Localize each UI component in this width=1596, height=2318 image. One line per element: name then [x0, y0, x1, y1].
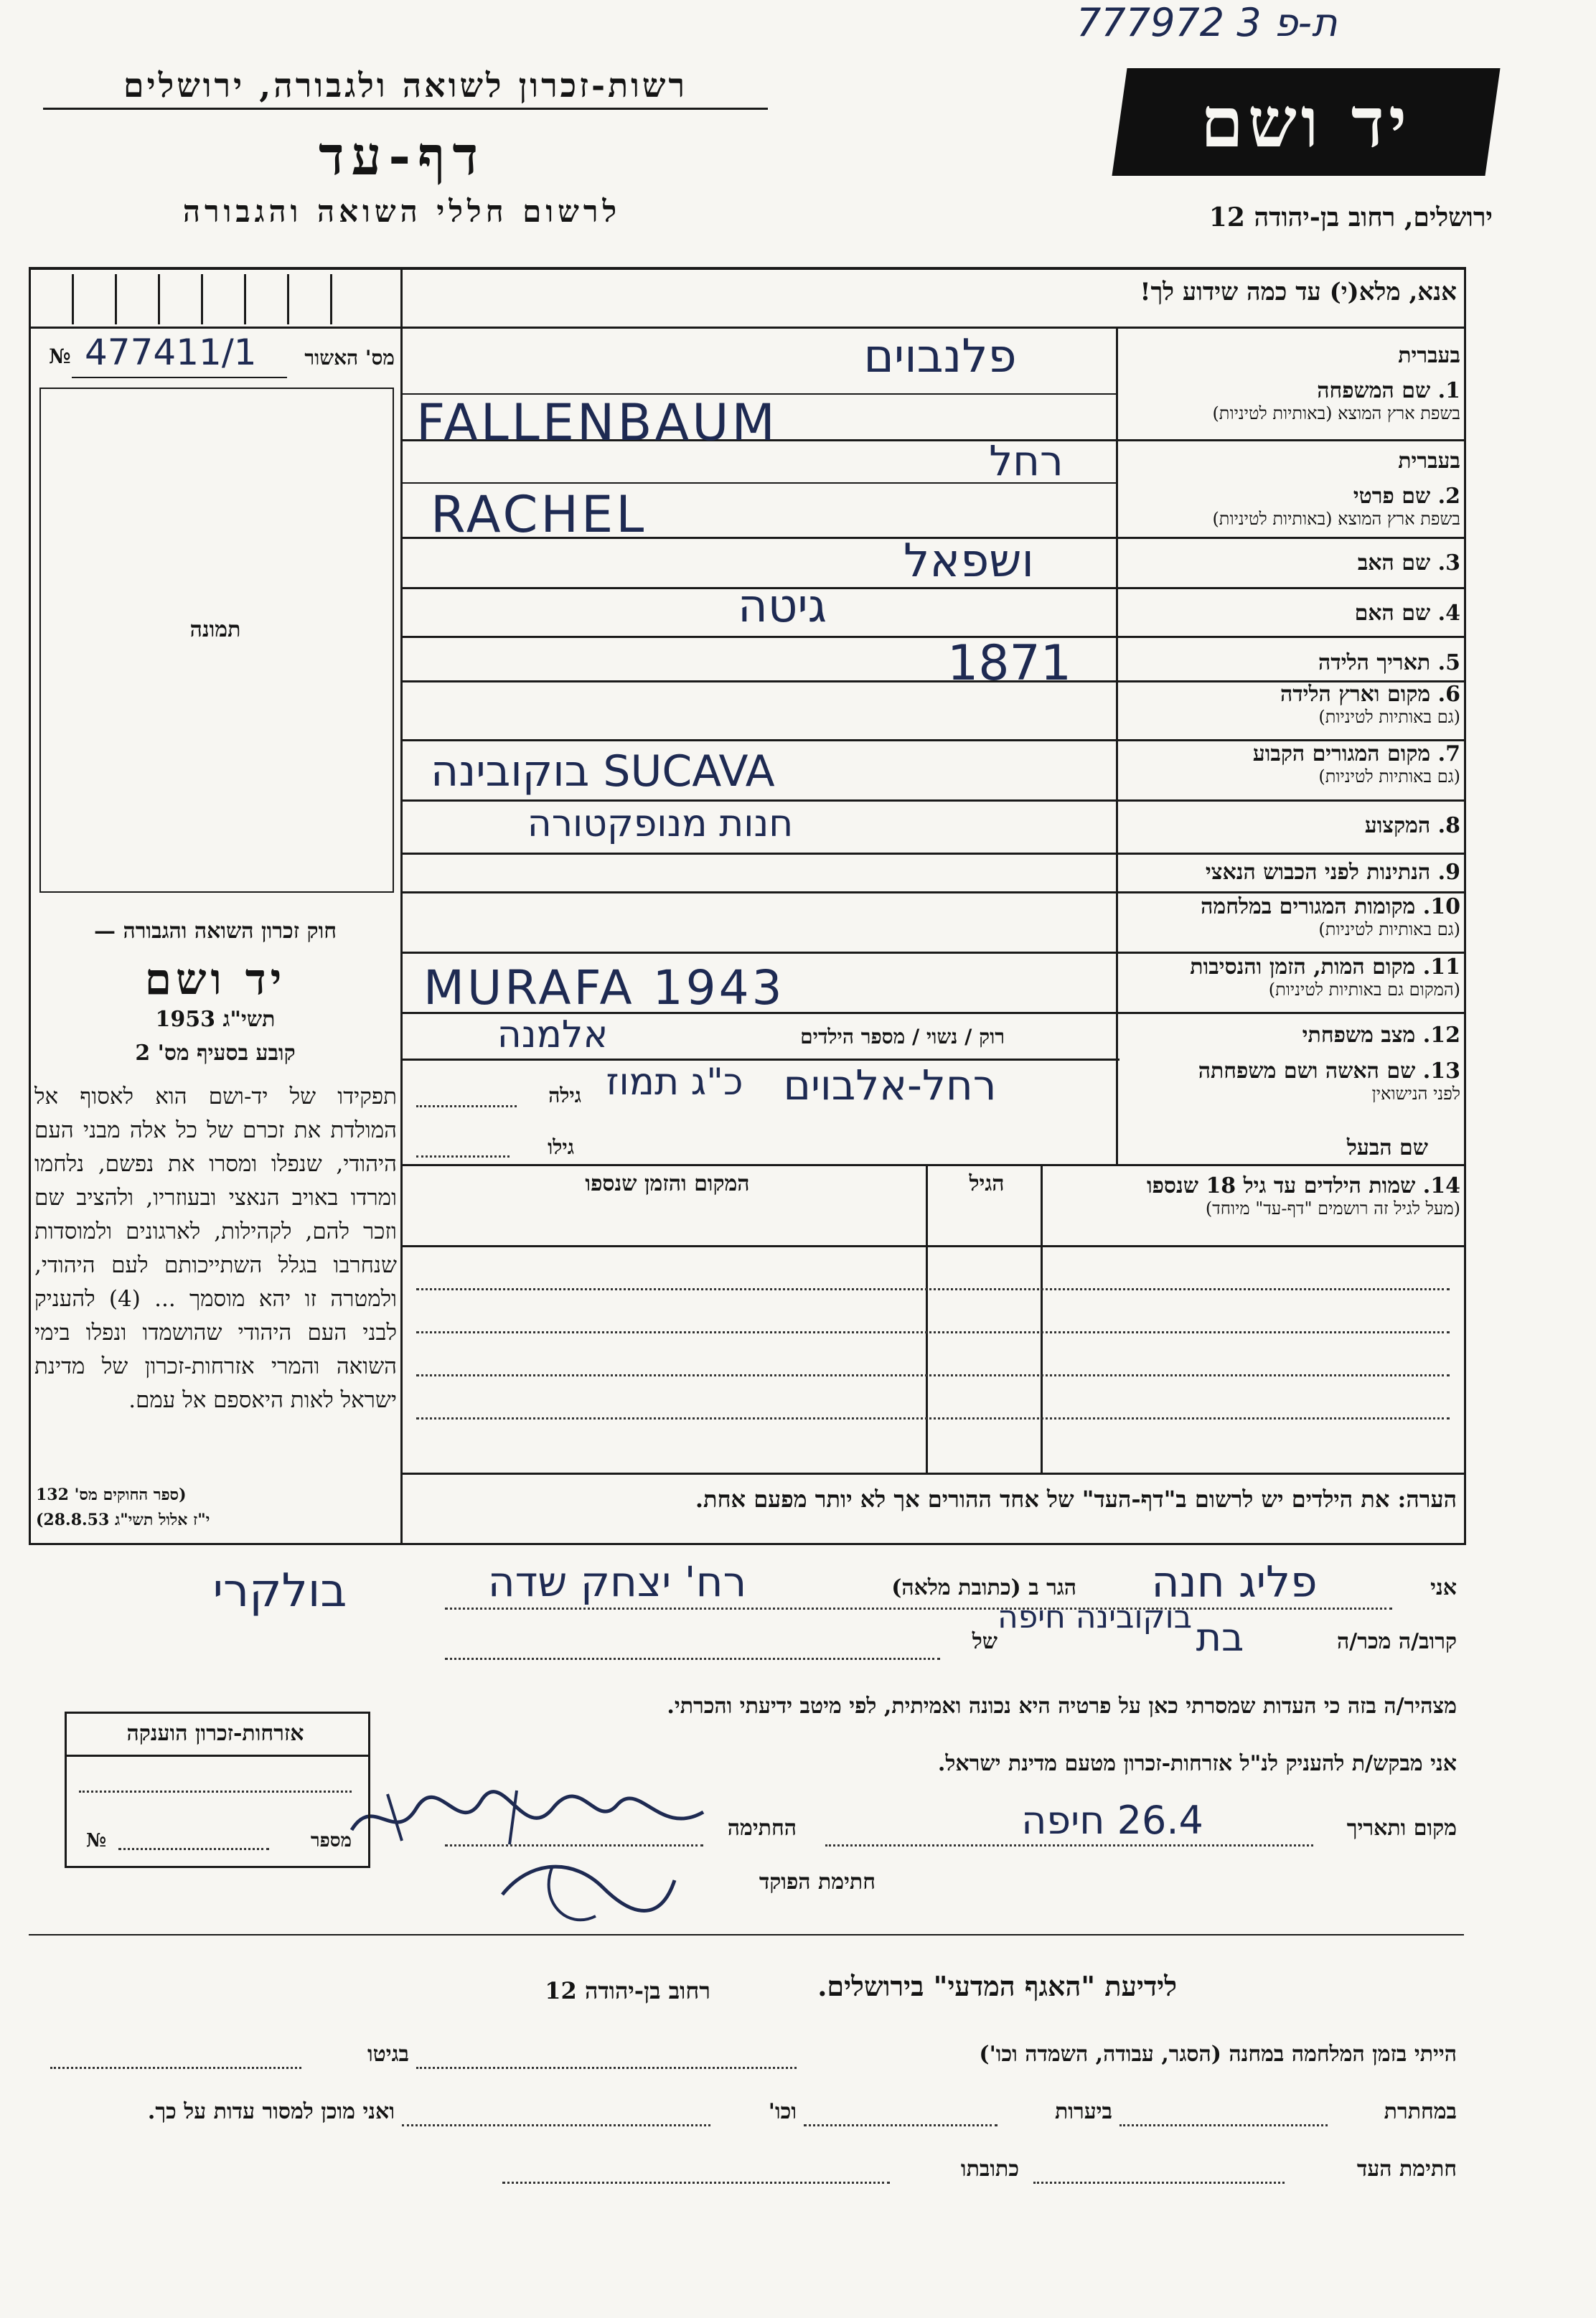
- law-year: תשי"ג 1953: [155, 1007, 276, 1032]
- field-2-label: [1123, 449, 1460, 530]
- declarant-name: פליג חנה: [1151, 1557, 1318, 1608]
- signature-dots: [445, 1844, 703, 1847]
- declaration-statement: מצהיר/ה בזה כי העדות שמסרתי כאן על פרטיה היא נכונה ואמיתית, לפי מיטב ידיעתי והכרתי.: [667, 1694, 1457, 1719]
- scientific-underground-dots: [1119, 2124, 1328, 2126]
- field-2-value-latin: RACHEL: [431, 485, 647, 544]
- field-1-label: [1123, 343, 1460, 424]
- form-subtitle: לרשום חללי השואה והגבורה: [182, 194, 621, 229]
- field-2-hebrew-tag: בעברית: [1398, 449, 1460, 474]
- field-11-sub: (המקום גם באותיות לטיניות): [1268, 980, 1460, 1000]
- place-date-value: 26.4 חיפה: [1021, 1798, 1203, 1843]
- field-1-hebrew-tag: בעברית: [1398, 343, 1460, 368]
- field-13-value: רחל-אלבוים: [783, 1061, 997, 1109]
- wife-age-dots: [416, 1105, 517, 1107]
- law-reference-2: י"ז אלול תשי"ג 28.8.53): [36, 1511, 210, 1529]
- field-1-sub: בשפת ארץ המוצא (באותיות לטיניות): [1212, 403, 1460, 423]
- scientific-address: רחוב בן-יהודה 12: [545, 1977, 710, 2004]
- children-label: שמות הילדים עד גיל 18 שנספו: [1146, 1173, 1416, 1198]
- law-section: קובע בסעיף מס' 2: [135, 1041, 296, 1066]
- scientific-witness-signature-label: חתימת העד: [1356, 2157, 1457, 2182]
- field-12-value: אלמנה: [497, 1013, 609, 1056]
- form-title: דף-עד: [318, 126, 486, 187]
- scientific-forests-label: ביערות: [1054, 2099, 1112, 2124]
- field-8-label: 8. המקצוע: [1364, 813, 1460, 838]
- wife-age-label: גילה: [548, 1084, 581, 1107]
- scientific-section-separator: [29, 1934, 1464, 1935]
- children-table-top: [402, 1164, 1464, 1166]
- field-7-value: SUCAVA בוקובינה: [431, 746, 775, 797]
- children-col-divider-1: [926, 1164, 928, 1473]
- official-signature-label: חתימת הפוקד: [759, 1869, 876, 1895]
- declaration-of-label: של: [972, 1629, 998, 1654]
- please-fill-instruction: אנא, מלא(י) עד כמה שידוע לך!: [1140, 278, 1457, 306]
- scientific-address-dots: [502, 2182, 890, 2184]
- field-7-sub: (גם באותיות לטיניות): [1318, 766, 1460, 787]
- field-10-sub: (גם באותיות לטיניות): [1318, 919, 1460, 939]
- declaration-margin-note: בולקרי: [212, 1564, 347, 1618]
- logo-text: יד ושם: [1201, 81, 1412, 163]
- law-logo: יד ושם: [144, 954, 286, 1005]
- field-6-label: 6. מקום וארץ הלידה (גם באותיות לטיניות): [1123, 682, 1460, 728]
- field-11-label: 11. מקום המות, הזמן והנסיבות (המקום גם באותיות לטיניות): [1123, 954, 1460, 1000]
- place-date-label: מקום ותאריך: [1346, 1816, 1457, 1841]
- field-9-label: 9. הנתינות לפני הכבוש הנאצי: [1205, 860, 1460, 885]
- children-header-bottom: [402, 1245, 1464, 1247]
- scientific-etc-dots: [402, 2124, 710, 2126]
- field-2-number: 2.: [1437, 484, 1460, 509]
- field-1-value-latin: FALLENBAUM: [416, 393, 778, 452]
- children-header-label: [1033, 1173, 1460, 1219]
- field-3-value: ושפאל: [903, 535, 1034, 588]
- declaration-request: אני מבקש/ת להעניק לנ"ל אזרחות-זכרון מטעם מדינת ישראל.: [937, 1751, 1457, 1776]
- children-row-3: [416, 1374, 1450, 1376]
- field-4-label: 4. שם האם: [1354, 601, 1460, 626]
- scientific-testimony-label: ואני מוכן למסור עדות על כך.: [147, 2099, 395, 2124]
- law-title: חוק זכרון השואה והגבורה —: [94, 919, 337, 944]
- marital-status-options: רוק / נשוי / מספר הילדים: [800, 1025, 1005, 1048]
- citizenship-number-label: מספר: [310, 1830, 352, 1852]
- citizenship-box-title: אזרחות-זכרון הוענקה: [126, 1721, 304, 1746]
- children-sub: (מעל לגיל זה רושמים "דף-עד" מיוחד): [1205, 1198, 1460, 1219]
- citizenship-box-header-line: [65, 1755, 368, 1757]
- place-date-dots: [825, 1844, 1313, 1847]
- field-1-name: שם המשפחה: [1317, 378, 1431, 403]
- field-8-value: חנות מנופקטורה: [527, 802, 794, 845]
- children-col-age: הגיל: [969, 1171, 1005, 1196]
- children-col-place: המקום והזמן שנספו: [585, 1171, 750, 1196]
- scientific-underground-label: במחתרת: [1384, 2099, 1457, 2124]
- field-12-label: 12. מצב משפחתי: [1302, 1023, 1460, 1048]
- declarant-signature: [344, 1780, 718, 1852]
- frame-right: [1464, 267, 1466, 1543]
- citizenship-number-dots: [118, 1848, 269, 1850]
- field-2-sub: בשפת ארץ המוצא (באותיות לטיניות): [1212, 509, 1460, 529]
- declarant-relation: בת: [1196, 1615, 1244, 1660]
- field-13-label: 13. שם האשה ושם משפחתה לפני הנישואין: [1123, 1059, 1460, 1104]
- field-5-label: 5. תאריך הלידה: [1318, 650, 1460, 675]
- approval-number-value: 477411/1: [85, 332, 257, 373]
- scientific-etc-label: וכו': [768, 2099, 797, 2124]
- children-col-divider-2: [1041, 1164, 1043, 1473]
- field-3-label: 3. שם האב: [1357, 550, 1460, 576]
- declarant-city: בוקובינה חיפה: [998, 1599, 1193, 1636]
- field-2-value-hebrew: רחל: [989, 436, 1064, 485]
- law-text: תפקידו של יד-ושם הוא לאסוף אל המולדת את זכרם של כל אלה מבני העם היהודי, שנפלו ומסרו את נפשם, נלחמו ומרדו באויב הנאצי ובעוזריו, ולהציב שם וזכר להם, לקהילות, לארגונים ולמוסדות שנחרבו בגלל השתייכותם לעם היהודי, ולמטרה זו יהא מוסמך ... (4) להעניק לבני העם היהודי שהושמדו ונפלו בימי השואה והמרי אזרחות-זכרון של מדינת ישראל לאות היאספם אל עמם.: [34, 1084, 397, 1413]
- scientific-ghetto-label: בגיטו: [367, 2042, 409, 2067]
- header-address: ירושלים, רחוב בן-יהודה 12: [1208, 202, 1493, 233]
- scientific-camp-dots: [416, 2067, 797, 2069]
- children-row-1: [416, 1288, 1450, 1290]
- approval-number-symbol: №: [49, 344, 71, 368]
- citizenship-box-line-1: [79, 1791, 352, 1793]
- photo-label: תמונה: [189, 617, 241, 642]
- scientific-forests-dots: [804, 2124, 998, 2126]
- field-10-label: 10. מקומות המגורים במלחמה (גם באותיות לטיניות): [1123, 894, 1460, 940]
- husband-age-dots: [416, 1155, 510, 1158]
- law-reference-1: (ספר החוקים מס' 132: [36, 1486, 187, 1504]
- declaration-line-2: [445, 1658, 940, 1660]
- scientific-camp-line: הייתי בזמן המלחמה במחנה (הסגר, עבודה, השמדה וכו'): [979, 2042, 1457, 2067]
- husband-name-label: שם הבעל: [1346, 1135, 1428, 1160]
- children-row-2: [416, 1331, 1450, 1333]
- children-row-4: [416, 1417, 1450, 1420]
- signature-label: החתימה: [727, 1816, 797, 1841]
- scientific-address-label: כתובתו: [960, 2157, 1019, 2182]
- husband-age-label: גילו: [548, 1135, 574, 1159]
- children-table-bottom: [402, 1473, 1464, 1475]
- approval-number-underline: [72, 377, 287, 378]
- declaration-relation-label: קרוב/ה מכר/ה: [1337, 1629, 1457, 1654]
- declarant-address: רח' יצחק שדה: [487, 1557, 747, 1606]
- field-13-sub: לפני הנישואין: [1371, 1084, 1460, 1104]
- approval-number-label: מס' האשור: [304, 346, 395, 370]
- field-6-sub: (גם באותיות לטיניות): [1318, 707, 1460, 727]
- declaration-i: אני: [1430, 1575, 1457, 1600]
- field-11-value: MURAFA 1943: [423, 960, 785, 1015]
- field-7-label: 7. מקום המגורים הקבוע (גם באותיות לטיניות): [1123, 741, 1460, 787]
- scientific-title: לידיעת "האגף המדעי" בירושלים.: [817, 1970, 1177, 2002]
- field-2-name: שם פרטי: [1353, 484, 1431, 509]
- children-number: 14.: [1422, 1173, 1460, 1198]
- field-4-value: גיטה: [738, 580, 827, 633]
- scientific-witness-signature-dots: [1033, 2182, 1285, 2184]
- frame-left: [29, 267, 31, 1544]
- authority-line: רשות-זכרון לשואה ולגבורה, ירושלים: [123, 66, 688, 105]
- wife-age-value: כ"ג תמוז: [606, 1061, 743, 1104]
- citizenship-number-symbol: №: [86, 1830, 107, 1852]
- field-5-value: 1871: [947, 635, 1072, 692]
- field-1-number: 1.: [1437, 378, 1460, 403]
- field-1-value-hebrew: פלנבוים: [863, 330, 1017, 383]
- approval-tick-boxes: [29, 267, 400, 327]
- official-signature: [488, 1852, 689, 1938]
- declaration-resides-label: הגר ב (כתובת מלאה): [891, 1575, 1076, 1600]
- children-note: הערה: את הילדים יש לרשום ב"דף-העד" של אחד ההורים אך לא יותר מפעם אחת.: [695, 1486, 1457, 1513]
- top-handwritten-reference: 777972 3 ת-פ: [1076, 0, 1338, 45]
- scientific-ghetto-dots: [50, 2067, 301, 2069]
